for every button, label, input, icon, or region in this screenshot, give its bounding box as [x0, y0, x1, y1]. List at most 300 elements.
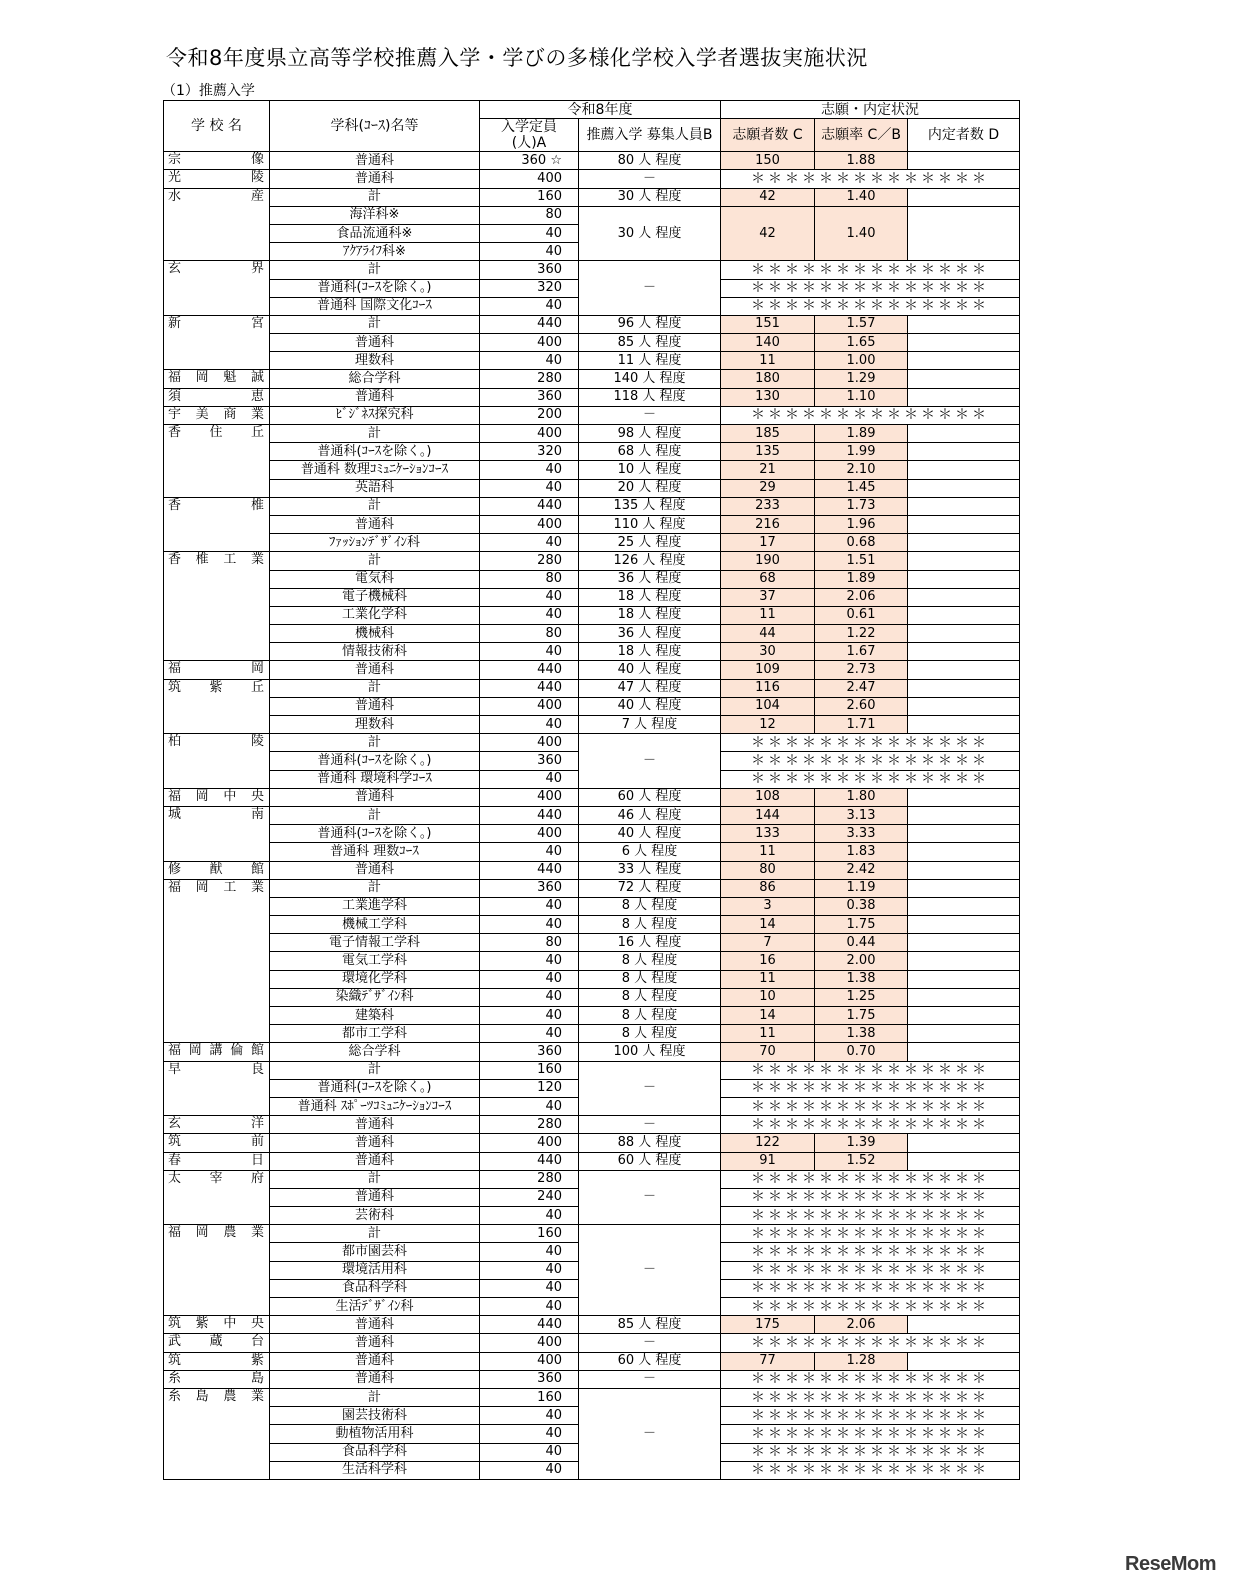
- applicants-cell: 175: [721, 1316, 815, 1334]
- quota-cell: 120: [480, 1079, 579, 1097]
- table-row: [164, 952, 1020, 970]
- department-cell: 計: [270, 188, 480, 206]
- ratio-cell: 1.40: [815, 206, 908, 261]
- department-cell: 英語科: [270, 479, 480, 497]
- department-cell: 建築科: [270, 1007, 480, 1025]
- ratio-cell: 1.45: [815, 479, 908, 497]
- department-cell: 計: [270, 315, 480, 333]
- quota-cell: 160: [480, 188, 579, 206]
- not-applicable-stars: ＊＊＊＊＊＊＊＊＊＊＊＊＊＊: [721, 1170, 1020, 1188]
- department-cell: 計: [270, 552, 480, 570]
- recommend-quota-cell: 36 人 程度: [579, 570, 721, 588]
- department-cell: 計: [270, 1225, 480, 1243]
- quota-cell: 40: [480, 1007, 579, 1025]
- recommend-quota-cell: 8 人 程度: [579, 952, 721, 970]
- recommend-quota-cell: 126 人 程度: [579, 552, 721, 570]
- results-table-body: [164, 152, 1020, 1480]
- applicants-cell: 86: [721, 879, 815, 897]
- accepted-cell: [908, 425, 1020, 443]
- not-applicable-stars: ＊＊＊＊＊＊＊＊＊＊＊＊＊＊: [721, 1443, 1020, 1461]
- recommend-quota-cell: －: [579, 1388, 721, 1479]
- school-name-cell: 光陵: [164, 170, 270, 188]
- ratio-cell: 3.33: [815, 825, 908, 843]
- applicants-cell: 140: [721, 334, 815, 352]
- department-cell: 普通科 ｽﾎﾟｰﾂｺﾐｭﾆｹｰｼｮﾝｺｰｽ: [270, 1097, 480, 1115]
- school-name-cell: 筑前: [164, 1134, 270, 1152]
- table-row: [164, 534, 1020, 552]
- department-cell: 海洋科※: [270, 206, 480, 224]
- not-applicable-stars: ＊＊＊＊＊＊＊＊＊＊＊＊＊＊: [721, 1370, 1020, 1388]
- accepted-cell: [908, 661, 1020, 679]
- recommend-quota-cell: －: [579, 261, 721, 316]
- department-cell: 都市園芸科: [270, 1243, 480, 1261]
- quota-cell: 280: [480, 552, 579, 570]
- department-cell: 普通科(ｺｰｽを除く。): [270, 1079, 480, 1097]
- applicants-cell: 190: [721, 552, 815, 570]
- accepted-cell: [908, 1152, 1020, 1170]
- quota-cell: 40: [480, 1298, 579, 1316]
- recommend-quota-cell: 30 人 程度: [579, 188, 721, 206]
- accepted-cell: [908, 206, 1020, 261]
- not-applicable-stars: ＊＊＊＊＊＊＊＊＊＊＊＊＊＊: [721, 406, 1020, 424]
- applicants-cell: 150: [721, 152, 815, 170]
- applicants-cell: 77: [721, 1352, 815, 1370]
- table-row: [164, 479, 1020, 497]
- department-cell: 計: [270, 1061, 480, 1079]
- ratio-cell: 1.00: [815, 352, 908, 370]
- applicants-cell: 185: [721, 425, 815, 443]
- department-cell: 計: [270, 425, 480, 443]
- school-name-cell: 福岡講倫館: [164, 1043, 270, 1061]
- page-title: 令和8年度県立高等学校推薦入学・学びの多様化学校入学者選抜実施状況: [166, 46, 868, 70]
- recommend-quota-cell: 18 人 程度: [579, 588, 721, 606]
- applicants-cell: 80: [721, 861, 815, 879]
- department-cell: 普通科(ｺｰｽを除く。): [270, 825, 480, 843]
- recommend-quota-cell: 8 人 程度: [579, 988, 721, 1006]
- ratio-cell: 2.73: [815, 661, 908, 679]
- not-applicable-stars: ＊＊＊＊＊＊＊＊＊＊＊＊＊＊: [721, 1261, 1020, 1279]
- table-row: [164, 443, 1020, 461]
- quota-cell: 400: [480, 425, 579, 443]
- quota-cell: 80: [480, 570, 579, 588]
- table-row: [164, 388, 1020, 406]
- not-applicable-stars: ＊＊＊＊＊＊＊＊＊＊＊＊＊＊: [721, 1061, 1020, 1079]
- department-cell: 普通科: [270, 1370, 480, 1388]
- department-cell: 計: [270, 679, 480, 697]
- recommend-quota-cell: 118 人 程度: [579, 388, 721, 406]
- table-row: [164, 206, 1020, 224]
- department-cell: 普通科: [270, 1334, 480, 1352]
- department-cell: 園芸技術科: [270, 1407, 480, 1425]
- ratio-cell: 1.29: [815, 370, 908, 388]
- applicants-cell: 16: [721, 952, 815, 970]
- recommend-quota-cell: 30 人 程度: [579, 206, 721, 261]
- accepted-cell: [908, 515, 1020, 533]
- quota-cell: 40: [480, 952, 579, 970]
- quota-cell: 440: [480, 1152, 579, 1170]
- department-cell: 電子情報工学科: [270, 934, 480, 952]
- ratio-cell: 1.40: [815, 188, 908, 206]
- quota-cell: 40: [480, 1025, 579, 1043]
- quota-cell: 440: [480, 1316, 579, 1334]
- ratio-cell: 1.38: [815, 1025, 908, 1043]
- accepted-cell: [908, 570, 1020, 588]
- quota-cell: 240: [480, 1188, 579, 1206]
- applicants-cell: 11: [721, 1025, 815, 1043]
- quota-cell: 400: [480, 334, 579, 352]
- table-row: [164, 170, 1020, 188]
- applicants-cell: 216: [721, 515, 815, 533]
- quota-cell: 40: [480, 352, 579, 370]
- school-name-cell: 早良: [164, 1061, 270, 1116]
- accepted-cell: [908, 388, 1020, 406]
- accepted-cell: [908, 588, 1020, 606]
- quota-cell: 360: [480, 261, 579, 279]
- table-row: [164, 1007, 1020, 1025]
- school-name-cell: 玄界: [164, 261, 270, 316]
- accepted-cell: [908, 1043, 1020, 1061]
- quota-cell: 40: [480, 224, 579, 242]
- department-cell: 計: [270, 261, 480, 279]
- recommend-quota-cell: －: [579, 406, 721, 424]
- header-quota: 入学定員 (人)A: [480, 119, 579, 152]
- accepted-cell: [908, 461, 1020, 479]
- school-name-cell: 香椎: [164, 497, 270, 552]
- accepted-cell: [908, 370, 1020, 388]
- quota-cell: 360: [480, 1370, 579, 1388]
- results-table: [163, 100, 1020, 1480]
- ratio-cell: 1.80: [815, 788, 908, 806]
- ratio-cell: 1.75: [815, 1007, 908, 1025]
- quota-cell: 40: [480, 643, 579, 661]
- table-row: [164, 606, 1020, 624]
- table-row: [164, 643, 1020, 661]
- department-cell: 食品科学科: [270, 1279, 480, 1297]
- applicants-cell: 104: [721, 697, 815, 715]
- department-cell: 動植物活用科: [270, 1425, 480, 1443]
- department-cell: 計: [270, 1170, 480, 1188]
- resemom-logo: ReseMom: [1125, 1553, 1216, 1575]
- table-row: [164, 515, 1020, 533]
- ratio-cell: 0.61: [815, 606, 908, 624]
- applicants-cell: 11: [721, 970, 815, 988]
- recommend-quota-cell: 72 人 程度: [579, 879, 721, 897]
- school-name-cell: 柏陵: [164, 734, 270, 789]
- quota-cell: 360: [480, 879, 579, 897]
- applicants-cell: 108: [721, 788, 815, 806]
- quota-cell: 400: [480, 734, 579, 752]
- not-applicable-stars: ＊＊＊＊＊＊＊＊＊＊＊＊＊＊: [721, 1097, 1020, 1115]
- recommend-quota-cell: 11 人 程度: [579, 352, 721, 370]
- recommend-quota-cell: －: [579, 1225, 721, 1316]
- quota-cell: 80: [480, 625, 579, 643]
- not-applicable-stars: ＊＊＊＊＊＊＊＊＊＊＊＊＊＊: [721, 170, 1020, 188]
- school-name-cell: 修猷館: [164, 861, 270, 879]
- accepted-cell: [908, 552, 1020, 570]
- header-applicants: 志願者数 C: [721, 119, 815, 152]
- department-cell: 芸術科: [270, 1207, 480, 1225]
- recommend-quota-cell: 40 人 程度: [579, 661, 721, 679]
- not-applicable-stars: ＊＊＊＊＊＊＊＊＊＊＊＊＊＊: [721, 279, 1020, 297]
- department-cell: 計: [270, 806, 480, 824]
- not-applicable-stars: ＊＊＊＊＊＊＊＊＊＊＊＊＊＊: [721, 297, 1020, 315]
- quota-cell: 40: [480, 534, 579, 552]
- department-cell: ﾌｧｯｼｮﾝﾃﾞｻﾞｲﾝ科: [270, 534, 480, 552]
- department-cell: 工業化学科: [270, 606, 480, 624]
- quota-cell: 40: [480, 970, 579, 988]
- table-row: [164, 716, 1020, 734]
- ratio-cell: 2.00: [815, 952, 908, 970]
- department-cell: 普通科(ｺｰｽを除く。): [270, 279, 480, 297]
- ratio-cell: 1.75: [815, 916, 908, 934]
- applicants-cell: 70: [721, 1043, 815, 1061]
- quota-cell: 80: [480, 206, 579, 224]
- accepted-cell: [908, 988, 1020, 1006]
- table-row: [164, 188, 1020, 206]
- quota-cell: 280: [480, 370, 579, 388]
- recommend-quota-cell: 8 人 程度: [579, 897, 721, 915]
- applicants-cell: 135: [721, 443, 815, 461]
- applicants-cell: 116: [721, 679, 815, 697]
- ratio-cell: 1.38: [815, 970, 908, 988]
- accepted-cell: [908, 643, 1020, 661]
- ratio-cell: 1.88: [815, 152, 908, 170]
- accepted-cell: [908, 479, 1020, 497]
- ratio-cell: 2.47: [815, 679, 908, 697]
- table-row: [164, 897, 1020, 915]
- accepted-cell: [908, 916, 1020, 934]
- accepted-cell: [908, 952, 1020, 970]
- applicants-cell: 122: [721, 1134, 815, 1152]
- recommend-quota-cell: 98 人 程度: [579, 425, 721, 443]
- ratio-cell: 0.68: [815, 534, 908, 552]
- department-cell: 普通科: [270, 1188, 480, 1206]
- recommend-quota-cell: 33 人 程度: [579, 861, 721, 879]
- applicants-cell: 130: [721, 388, 815, 406]
- school-name-cell: 宇美商業: [164, 406, 270, 424]
- department-cell: 環境化学科: [270, 970, 480, 988]
- department-cell: 普通科: [270, 170, 480, 188]
- quota-cell: 40: [480, 1443, 579, 1461]
- applicants-cell: 14: [721, 916, 815, 934]
- school-name-cell: 城南: [164, 806, 270, 861]
- department-cell: 総合学科: [270, 1043, 480, 1061]
- ratio-cell: 3.13: [815, 806, 908, 824]
- recommend-quota-cell: 60 人 程度: [579, 788, 721, 806]
- accepted-cell: [908, 534, 1020, 552]
- table-row: [164, 788, 1020, 806]
- table-row: [164, 970, 1020, 988]
- quota-cell: 40: [480, 1243, 579, 1261]
- department-cell: 普通科 国際文化ｺｰｽ: [270, 297, 480, 315]
- quota-cell: 280: [480, 1116, 579, 1134]
- quota-cell: 40: [480, 297, 579, 315]
- table-row: [164, 315, 1020, 333]
- ratio-cell: 1.25: [815, 988, 908, 1006]
- accepted-cell: [908, 679, 1020, 697]
- recommend-quota-cell: －: [579, 734, 721, 789]
- table-row: [164, 370, 1020, 388]
- quota-cell: 40: [480, 770, 579, 788]
- ratio-cell: 1.51: [815, 552, 908, 570]
- accepted-cell: [908, 1352, 1020, 1370]
- quota-cell: 40: [480, 606, 579, 624]
- recommend-quota-cell: 46 人 程度: [579, 806, 721, 824]
- department-cell: 食品流通科※: [270, 224, 480, 242]
- recommend-quota-cell: 40 人 程度: [579, 825, 721, 843]
- applicants-cell: 37: [721, 588, 815, 606]
- ratio-cell: 1.65: [815, 334, 908, 352]
- ratio-cell: 1.67: [815, 643, 908, 661]
- department-cell: 普通科 環境科学ｺｰｽ: [270, 770, 480, 788]
- school-name-cell: 福岡工業: [164, 879, 270, 1043]
- table-row: [164, 661, 1020, 679]
- accepted-cell: [908, 716, 1020, 734]
- applicants-cell: 29: [721, 479, 815, 497]
- recommend-quota-cell: 100 人 程度: [579, 1043, 721, 1061]
- ratio-cell: 0.70: [815, 1043, 908, 1061]
- applicants-cell: 17: [721, 534, 815, 552]
- recommend-quota-cell: 80 人 程度: [579, 152, 721, 170]
- department-cell: 普通科: [270, 1116, 480, 1134]
- not-applicable-stars: ＊＊＊＊＊＊＊＊＊＊＊＊＊＊: [721, 261, 1020, 279]
- quota-cell: 320: [480, 443, 579, 461]
- table-row: [164, 861, 1020, 879]
- quota-cell: 400: [480, 697, 579, 715]
- table-row: [164, 988, 1020, 1006]
- quota-cell: 40: [480, 1261, 579, 1279]
- department-cell: ｱｸｱﾗｲﾌ科※: [270, 243, 480, 261]
- ratio-cell: 1.10: [815, 388, 908, 406]
- quota-cell: 440: [480, 861, 579, 879]
- school-name-cell: 武蔵台: [164, 1334, 270, 1352]
- not-applicable-stars: ＊＊＊＊＊＊＊＊＊＊＊＊＊＊: [721, 1461, 1020, 1479]
- table-row: [164, 1170, 1020, 1188]
- table-row: [164, 425, 1020, 443]
- ratio-cell: 1.83: [815, 843, 908, 861]
- table-row: [164, 334, 1020, 352]
- accepted-cell: [908, 861, 1020, 879]
- accepted-cell: [908, 825, 1020, 843]
- table-row: [164, 697, 1020, 715]
- accepted-cell: [908, 897, 1020, 915]
- applicants-cell: 233: [721, 497, 815, 515]
- recommend-quota-cell: 60 人 程度: [579, 1352, 721, 1370]
- department-cell: 総合学科: [270, 370, 480, 388]
- quota-cell: 40: [480, 1097, 579, 1115]
- department-cell: 生活ﾃﾞｻﾞｲﾝ科: [270, 1298, 480, 1316]
- accepted-cell: [908, 788, 1020, 806]
- department-cell: 普通科: [270, 1152, 480, 1170]
- department-cell: 計: [270, 497, 480, 515]
- table-row: [164, 1061, 1020, 1079]
- quota-cell: 360: [480, 1043, 579, 1061]
- recommend-quota-cell: 8 人 程度: [579, 970, 721, 988]
- quota-cell: 40: [480, 1279, 579, 1297]
- recommend-quota-cell: 36 人 程度: [579, 625, 721, 643]
- accepted-cell: [908, 934, 1020, 952]
- recommend-quota-cell: 18 人 程度: [579, 606, 721, 624]
- department-cell: 普通科: [270, 515, 480, 533]
- not-applicable-stars: ＊＊＊＊＊＊＊＊＊＊＊＊＊＊: [721, 1079, 1020, 1097]
- not-applicable-stars: ＊＊＊＊＊＊＊＊＊＊＊＊＊＊: [721, 1298, 1020, 1316]
- school-name-cell: 筑紫中央: [164, 1316, 270, 1334]
- ratio-cell: 1.57: [815, 315, 908, 333]
- not-applicable-stars: ＊＊＊＊＊＊＊＊＊＊＊＊＊＊: [721, 1188, 1020, 1206]
- ratio-cell: 1.39: [815, 1134, 908, 1152]
- ratio-cell: 0.38: [815, 897, 908, 915]
- school-name-cell: 香住丘: [164, 425, 270, 498]
- quota-cell: 40: [480, 243, 579, 261]
- table-row: [164, 1134, 1020, 1152]
- ratio-cell: 2.60: [815, 697, 908, 715]
- applicants-cell: 144: [721, 806, 815, 824]
- applicants-cell: 30: [721, 643, 815, 661]
- applicants-cell: 109: [721, 661, 815, 679]
- ratio-cell: 1.19: [815, 879, 908, 897]
- table-row: [164, 152, 1020, 170]
- accepted-cell: [908, 970, 1020, 988]
- applicants-cell: 42: [721, 206, 815, 261]
- ratio-cell: 1.89: [815, 570, 908, 588]
- quota-cell: 40: [480, 1461, 579, 1479]
- quota-cell: 40: [480, 843, 579, 861]
- header-recommend-quota: 推薦入学 募集人員B: [579, 119, 721, 152]
- header-department: 学科(ｺｰｽ)名等: [270, 101, 480, 152]
- school-name-cell: 糸島農業: [164, 1388, 270, 1479]
- accepted-cell: [908, 1134, 1020, 1152]
- recommend-quota-cell: 8 人 程度: [579, 1025, 721, 1043]
- accepted-cell: [908, 625, 1020, 643]
- applicants-cell: 91: [721, 1152, 815, 1170]
- not-applicable-stars: ＊＊＊＊＊＊＊＊＊＊＊＊＊＊: [721, 1425, 1020, 1443]
- applicants-cell: 21: [721, 461, 815, 479]
- table-row: [164, 1316, 1020, 1334]
- table-row: [164, 1225, 1020, 1243]
- ratio-cell: 1.99: [815, 443, 908, 461]
- quota-cell: 40: [480, 897, 579, 915]
- table-row: [164, 352, 1020, 370]
- school-name-cell: 水産: [164, 188, 270, 261]
- recommend-quota-cell: 85 人 程度: [579, 1316, 721, 1334]
- table-row: [164, 1043, 1020, 1061]
- recommend-quota-cell: 6 人 程度: [579, 843, 721, 861]
- school-name-cell: 太宰府: [164, 1170, 270, 1225]
- accepted-cell: [908, 334, 1020, 352]
- accepted-cell: [908, 1007, 1020, 1025]
- recommend-quota-cell: 10 人 程度: [579, 461, 721, 479]
- quota-cell: 160: [480, 1061, 579, 1079]
- header-accepted: 内定者数 D: [908, 119, 1020, 152]
- recommend-quota-cell: 25 人 程度: [579, 534, 721, 552]
- school-name-cell: 糸島: [164, 1370, 270, 1388]
- table-row: [164, 261, 1020, 279]
- ratio-cell: 1.52: [815, 1152, 908, 1170]
- ratio-cell: 1.89: [815, 425, 908, 443]
- accepted-cell: [908, 1025, 1020, 1043]
- recommend-quota-cell: 60 人 程度: [579, 1152, 721, 1170]
- department-cell: 電気工学科: [270, 952, 480, 970]
- recommend-quota-cell: －: [579, 1170, 721, 1225]
- applicants-cell: 133: [721, 825, 815, 843]
- table-row: [164, 934, 1020, 952]
- ratio-cell: 1.96: [815, 515, 908, 533]
- table-row: [164, 1352, 1020, 1370]
- ratio-cell: 2.06: [815, 1316, 908, 1334]
- recommend-quota-cell: －: [579, 170, 721, 188]
- quota-cell: 440: [480, 497, 579, 515]
- department-cell: 普通科 数理ｺﾐｭﾆｹｰｼｮﾝｺｰｽ: [270, 461, 480, 479]
